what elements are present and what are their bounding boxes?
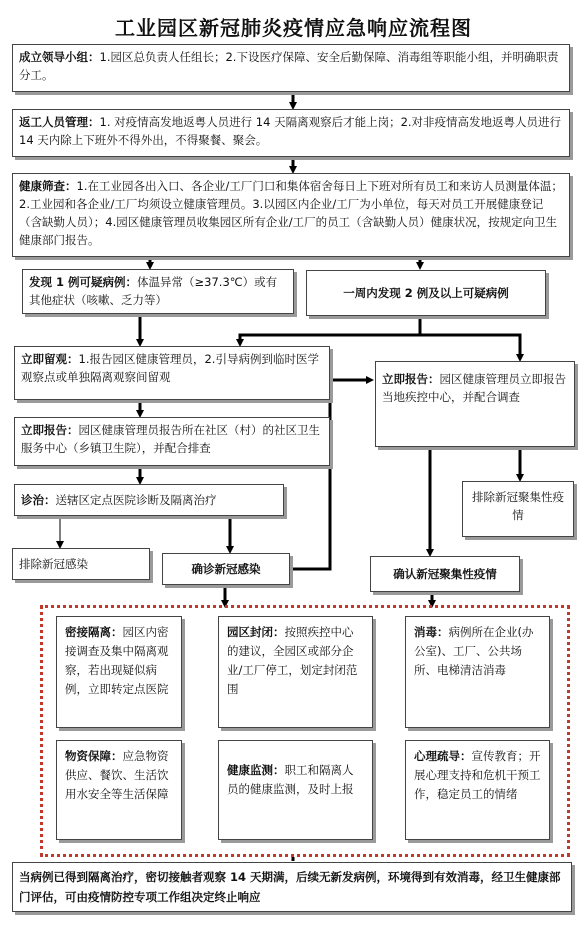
measure-supplies [56,740,182,840]
measure-psychological-label: 心理疏导： [414,749,472,763]
exclude-infection-text: 排除新冠感染 [19,557,88,571]
step-leadership-group [12,44,570,92]
report-cdc-text: 园区健康管理员立即报告当地疾控中心，并配合调查 [382,372,566,404]
measure-supplies-label: 物资保障： [65,749,123,763]
step-leadership-label: 成立领导小组： [19,50,100,64]
box-report-cdc [375,361,575,447]
confirm-cluster-text: 确认新冠聚集性疫情 [393,567,497,581]
box-exclude-infection [12,548,150,580]
step-screening-label: 健康筛查： [19,179,77,193]
measure-health-monitoring [218,740,373,840]
step-health-screening [12,173,570,257]
page-title: 工业园区新冠肺炎疫情应急响应流程图 [115,16,472,40]
step-return-text: 1. 对疫情高发地返粤人员进行 14 天隔离观察后才能上岗；2.对非疫情高发地返粤人员进行 14 天内除上下班外不得外出，不得聚餐、聚会。 [19,115,562,147]
box-report-community [14,417,330,466]
diagnosis-label: 诊治： [21,493,56,507]
measure-psychological [405,740,550,840]
confirm-infection-text: 确诊新冠感染 [191,562,261,576]
measure-health-monitoring-text: 职工和隔离人员的健康监测，及时上报 [227,763,354,796]
diagnosis-text: 送辖区定点医院诊断及隔离治疗 [55,493,217,507]
box-exclude-cluster [462,481,574,537]
step-screening-text: 1.在工业园各出入口、各企业/工厂门口和集体宿舍每日上下班对所有员工和来访人员测量体温；2.工业园和各企业/工厂均须设立健康管理员。3.以园区内企业/工厂为小单位，每天对员工开展健康登记（含缺勤人员）；4.园区健康管理员收集园区所有企业/工厂的员工（含缺勤人员）健康状况，按规定向卫生健康部门报告。 [19,179,563,247]
box-one-suspected-case [22,269,294,314]
measure-disinfection [405,616,550,728]
observation-text: 1.报告园区健康管理员，2.引导病例到临时医学观察点或单独隔离观察间留观 [21,352,319,384]
arrow-right1-right2 [420,316,520,358]
one-case-label: 发现 1 例可疑病例： [29,275,138,289]
measure-disinfection-text: 病例所在企业(办公室)、工厂、公共场所、电梯清洁消毒 [414,625,534,677]
box-immediate-observation [14,346,330,400]
report-community-text: 园区健康管理员报告所在社区（村）的社区卫生服务中心（乡镇卫生院），并配合排查 [21,423,320,455]
end-response-text: 当病例已得到隔离治疗，密切接触者观察 14 天期满，后续无新发病例，环境得到有效消毒，经卫生健康部门评估，可由疫情防控专项工作组决定终止响应 [19,870,561,904]
step-leadership-text: 1.园区总负责人任组长；2.下设医疗保障、安全后勤保障、消毒组等职能小组，并明确职责分工。 [19,50,559,82]
measure-close-contact-label: 密接隔离： [65,625,123,639]
report-community-label: 立即报告： [21,423,79,437]
arrow-confirm-right2 [290,380,370,569]
measure-park-closure [218,616,373,728]
measure-close-contact-text: 园区内密接调查及集中隔离观察，若出现疑似病例，立即转定点医院 [65,625,169,696]
box-diagnosis [14,484,284,516]
measure-psychological-text: 宣传教育；开展心理支持和危机干预工作，稳定员工的情绪 [414,749,541,801]
step-return-label: 返工人员管理： [19,115,100,129]
box-confirm-infection [162,553,290,585]
one-case-text: 体温异常（≥37.3℃）或有其他症状（咳嗽、乏力等） [29,275,278,307]
exclude-cluster-text: 排除新冠聚集性疫情 [472,490,564,522]
box-two-suspected-cases [306,270,546,316]
measure-park-closure-text: 按照疾控中心的建议，全园区或部分企业/工厂停工，划定封闭范围 [227,625,358,696]
box-end-response [12,862,572,912]
arrow-right1-left2 [240,335,420,343]
measure-park-closure-label: 园区封闭： [227,625,285,639]
two-cases-label: 一周内发现 2 例及以上可疑病例 [343,286,509,300]
measure-disinfection-label: 消毒： [414,625,449,639]
measure-close-contact [56,616,182,728]
step-return-staff [12,109,570,157]
observation-label: 立即留观： [21,352,79,366]
report-cdc-label: 立即报告： [382,372,440,386]
box-confirm-cluster [370,556,520,592]
measure-health-monitoring-label: 健康监测： [227,763,285,777]
measure-supplies-text: 应急物资供应、餐饮、生活饮用水安全等生活保障 [65,749,169,801]
